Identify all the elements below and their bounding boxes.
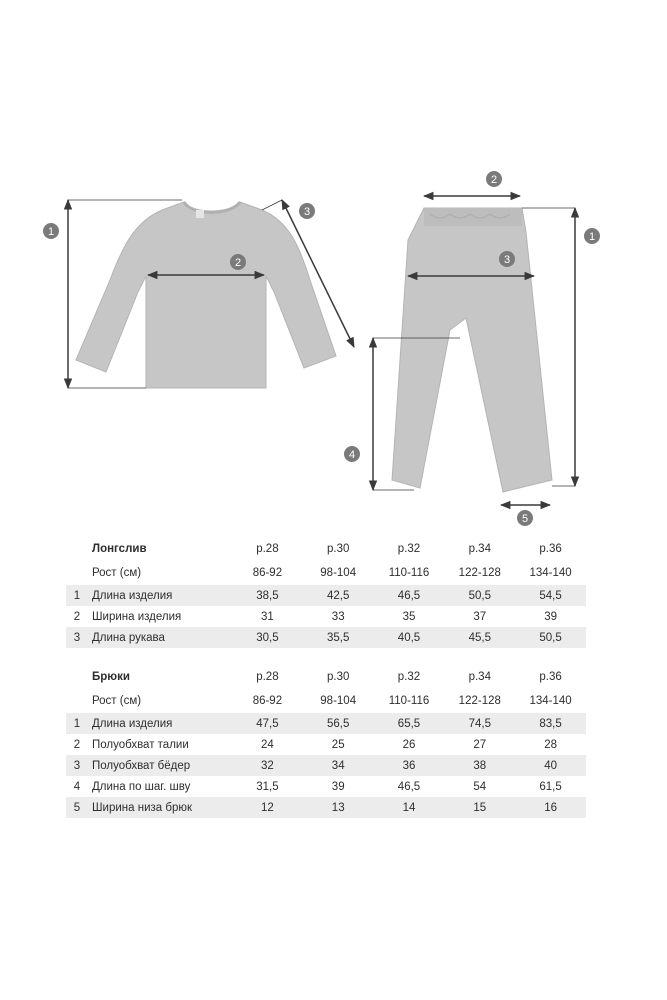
table-cell: 25 xyxy=(331,738,345,751)
table-row xyxy=(66,755,586,776)
table-row xyxy=(66,776,586,797)
svg-text:4: 4 xyxy=(348,449,356,461)
row-label: Полуобхват талии xyxy=(92,738,189,751)
table-cell: 38 xyxy=(444,755,515,776)
table-cell: 54 xyxy=(473,780,487,793)
row-label: Ширина низа брюк xyxy=(88,797,232,818)
size-cell: р.36 xyxy=(539,543,562,555)
table-cell: 98-104 xyxy=(320,567,357,579)
table-cell: 12 xyxy=(232,797,303,818)
table-cell: 50,5 xyxy=(444,585,515,606)
row-label: Длина рукава xyxy=(88,627,232,648)
svg-text:1: 1 xyxy=(588,231,596,243)
table-cell: 74,5 xyxy=(444,713,515,734)
row-number: 3 xyxy=(66,627,88,648)
table-cell: 122-128 xyxy=(458,567,501,579)
row-label: Полуобхват бёдер xyxy=(88,755,232,776)
table-cell: 37 xyxy=(473,610,487,623)
table-cell: 122-128 xyxy=(458,695,501,707)
longsleeve-marker-3 xyxy=(299,203,315,219)
row-number: 2 xyxy=(73,610,81,623)
size-cell: р.34 xyxy=(468,543,491,555)
table-cell: 27 xyxy=(473,738,487,751)
table-cell: 39 xyxy=(331,780,345,793)
table-cell: 15 xyxy=(444,797,515,818)
table-cell: 33 xyxy=(331,610,345,623)
table-cell: 34 xyxy=(303,755,374,776)
table-cell: 54,5 xyxy=(515,585,586,606)
row-label: Длина изделия xyxy=(88,713,232,734)
table-row xyxy=(66,585,586,606)
table-row xyxy=(66,627,586,648)
pants-illustration xyxy=(392,208,552,492)
table-cell: 36 xyxy=(374,755,445,776)
pants-marker-5 xyxy=(517,510,533,526)
table-cell: 13 xyxy=(303,797,374,818)
row-number: 5 xyxy=(66,797,88,818)
table-cell: 56,5 xyxy=(303,713,374,734)
table-cell: 134-140 xyxy=(529,695,572,707)
longsleeve-marker-2 xyxy=(230,254,246,270)
table-cell: 46,5 xyxy=(374,585,445,606)
pants-size-table xyxy=(66,665,586,818)
height-label: Рост (см) xyxy=(92,567,142,579)
table-cell: 24 xyxy=(261,738,274,751)
row-number: 3 xyxy=(66,755,88,776)
table-cell: 45,5 xyxy=(444,627,515,648)
table-cell: 110-116 xyxy=(388,695,430,707)
table-cell: 26 xyxy=(402,738,416,751)
table-cell: 83,5 xyxy=(515,713,586,734)
size-cell: р.30 xyxy=(327,543,350,555)
table-cell: 110-116 xyxy=(388,567,430,579)
row-number: 1 xyxy=(66,585,88,606)
table-cell: 35,5 xyxy=(303,627,374,648)
svg-text:1: 1 xyxy=(47,226,55,238)
size-cell: р.28 xyxy=(256,671,279,683)
table-cell: 42,5 xyxy=(303,585,374,606)
table-header-row xyxy=(66,665,586,689)
svg-text:3: 3 xyxy=(503,254,511,266)
pants-title: Брюки xyxy=(92,671,130,683)
table-cell: 86-92 xyxy=(252,695,283,707)
longsleeve-size-table xyxy=(66,537,586,648)
svg-text:3: 3 xyxy=(303,206,311,218)
svg-text:2: 2 xyxy=(234,257,242,269)
size-cell: р.32 xyxy=(397,543,421,555)
longsleeve-title: Лонгслив xyxy=(92,543,147,555)
row-label: Ширина изделия xyxy=(92,610,182,623)
row-label: Длина по шаг. шву xyxy=(92,780,191,793)
size-cell: р.28 xyxy=(256,543,279,555)
table-cell: 39 xyxy=(544,610,557,623)
size-cell: р.32 xyxy=(397,671,421,683)
table-cell: 65,5 xyxy=(374,713,445,734)
table-cell: 14 xyxy=(374,797,445,818)
table-row xyxy=(66,561,586,585)
table-cell: 98-104 xyxy=(320,695,357,707)
row-number: 4 xyxy=(73,780,81,793)
height-label: Рост (см) xyxy=(92,695,142,707)
table-cell: 86-92 xyxy=(252,567,283,579)
table-row xyxy=(66,689,586,713)
table-row xyxy=(66,797,586,818)
table-cell: 31,5 xyxy=(256,780,279,793)
table-row xyxy=(66,606,586,627)
row-label: Длина изделия xyxy=(88,585,232,606)
row-number: 2 xyxy=(73,738,81,751)
size-cell: р.36 xyxy=(539,671,562,683)
table-cell: 40,5 xyxy=(374,627,445,648)
table-cell: 47,5 xyxy=(232,713,303,734)
table-cell: 30,5 xyxy=(232,627,303,648)
svg-text:2: 2 xyxy=(490,174,498,186)
table-cell: 134-140 xyxy=(529,567,572,579)
table-cell: 32 xyxy=(232,755,303,776)
pants-marker-2 xyxy=(486,171,502,187)
table-row xyxy=(66,713,586,734)
table-header-row xyxy=(66,537,586,561)
row-number: 1 xyxy=(66,713,88,734)
table-cell: 46,5 xyxy=(397,780,421,793)
table-cell: 35 xyxy=(402,610,416,623)
pants-marker-4 xyxy=(344,446,360,462)
longsleeve-marker-1 xyxy=(43,223,59,239)
size-cell: р.34 xyxy=(468,671,491,683)
table-cell: 31 xyxy=(261,610,274,623)
table-row xyxy=(66,734,586,755)
table-cell: 61,5 xyxy=(539,780,562,793)
table-cell: 40 xyxy=(515,755,586,776)
table-cell: 50,5 xyxy=(515,627,586,648)
table-cell: 38,5 xyxy=(232,585,303,606)
table-cell: 28 xyxy=(544,738,557,751)
pants-marker-1 xyxy=(584,228,600,244)
size-cell: р.30 xyxy=(327,671,350,683)
pants-marker-3 xyxy=(499,251,515,267)
table-cell: 16 xyxy=(515,797,586,818)
svg-text:5: 5 xyxy=(521,513,529,525)
